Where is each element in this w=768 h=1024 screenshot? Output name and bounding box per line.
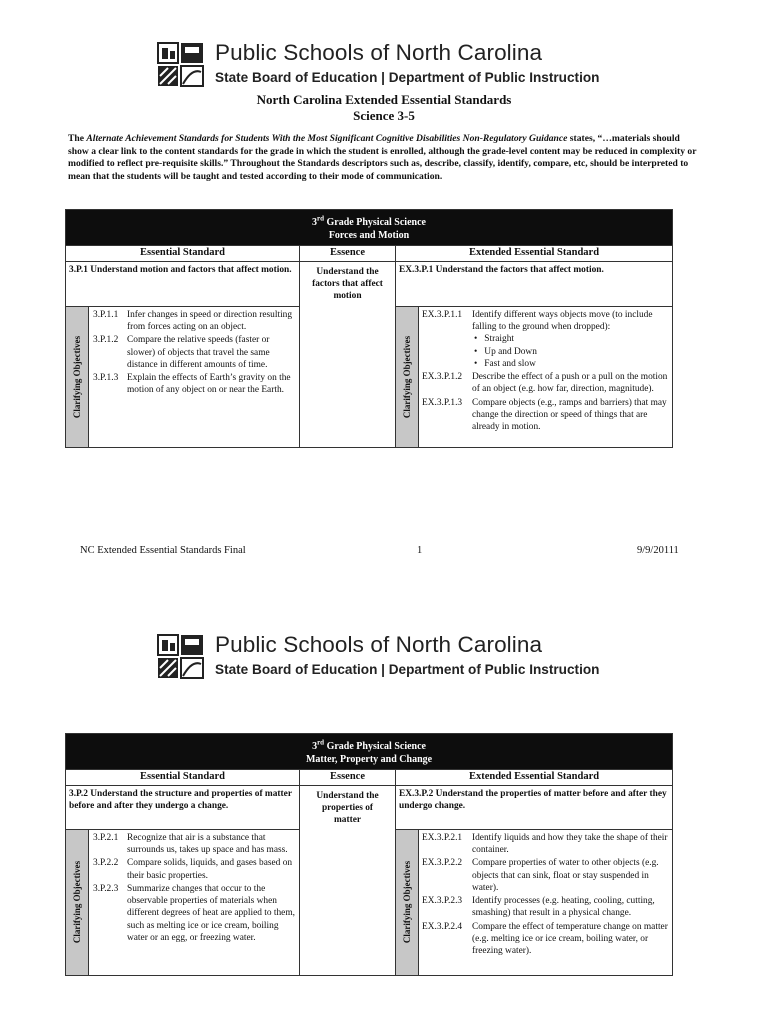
guidance-title: Alternate Achievement Standards for Students With the Most Significant Cognitive Disabilities Non-Regulatory Guidance [86,133,568,144]
essential-standard-header: Essential Standard [66,246,300,261]
intro-quote: “…materials should show a clear link to the content standards for the grade in which the student is enrolled, although the grade-level content may be reduced in complexity or modified to reflect pre-requisite skills.” [68,133,697,169]
extended-standard-header: Extended Essential Standard [396,770,673,785]
intro-paragraph [68,133,703,183]
bullet-item: • Up and Down [474,346,669,358]
table-banner [66,210,673,246]
objective-item: 3.P.2.3 Summarize changes that occur to the observable properties of materials when different degrees of heat are applied to them, such as melting ice or ice cream, boiling water or an egg, or freezing water. [93,883,295,943]
table-banner [66,734,673,770]
essential-standard-header: Essential Standard [66,770,300,785]
standards-table-forces-motion [65,209,673,448]
strand-heading: Forces and Motion [328,230,410,242]
objective-item: 3.P.1.2 Compare the relative speeds (faster or slower) of objects that travel the same distance in different amounts of time. [93,335,270,370]
grade-heading: 3rd Grade Physical Science [312,215,426,229]
objective-item: 3.P.1.3 Explain the effects of Earth’s gravity on the motion of any object on or near the Earth. [93,373,291,396]
letterhead [157,40,627,92]
essential-standard-cell: 3.P.2 Understand the structure and properties of matter before and after they undergo a change. [66,785,300,829]
bullet-item: • Fast and slow [474,358,669,370]
essential-standard-cell: 3.P.1 Understand motion and factors that affect motion. [66,261,300,306]
letterhead-title: Public Schools of North Carolina [215,40,543,65]
clarifying-objectives-label: Clarifying Objectives [66,306,89,447]
bullet-item: • Straight [474,333,669,345]
document-title: North Carolina Extended Essential Standards [256,92,512,107]
intro-lead: The [68,133,87,144]
objective-item: 3.P.2.1 Recognize that air is a substance that surrounds us, takes up space and has mass. [93,832,288,855]
clarifying-objectives-label: Clarifying Objectives [396,829,419,975]
extended-objectives-cell [419,829,673,975]
essence-header: Essence [300,246,396,261]
intro-states: states, [567,133,596,144]
extended-standard-cell: EX.3.P.2 Understand the properties of matter before and after they undergo change. [396,785,673,829]
footer-date: 9/9/20111 [637,545,679,556]
grade-heading: 3rd Grade Physical Science [312,739,426,753]
extended-objective-item: EX.3.P.2.1 Identify liquids and how they take the shape of their container. [422,832,668,855]
footer-left: NC Extended Essential Standards Final [80,545,246,556]
clarifying-objectives-cell [89,306,300,447]
column-header-row [66,246,673,261]
clarifying-objectives-label: Clarifying Objectives [66,829,89,975]
objective-item: 3.P.1.1 Infer changes in speed or direction resulting from forces acting on an object. [93,309,293,332]
clarifying-objectives-cell [89,829,300,975]
essence-cell: Understand the properties of matter [300,785,396,975]
intro-rest: Throughout the Standards descriptors such as, describe, classify, identify, compare, etc, should be interpreted to mean that the students will be taught and tested according to their mode of communication. [68,158,689,182]
extended-objective-item: EX.3.P.1.2 Describe the effect of a push or a pull on the motion of an object (e.g. how far, direction, magnitude). [422,372,668,395]
extended-objective-item: EX.3.P.2.3 Identify processes (e.g. heating, cooling, cutting, smashing) that result in a physical change. [422,896,655,919]
standard-row [66,261,673,306]
letterhead-subtitle: State Board of Education | Department of Public Instruction [215,662,600,677]
extended-standard-header: Extended Essential Standard [396,246,673,261]
ncdpi-logo-icon [157,634,205,680]
clarifying-objectives-label: Clarifying Objectives [396,306,419,447]
letterhead-subtitle: State Board of Education | Department of Public Instruction [215,70,600,85]
letterhead-title: Public Schools of North Carolina [215,632,543,657]
document-subject: Science 3-5 [353,108,415,123]
motion-bullet-list [474,333,669,370]
extended-objective-item: EX.3.P.1.1 Identify different ways objects move (to include falling to the ground when dropped): • Straight • Up and Down • Fast and slow [422,309,669,370]
extended-objective-item: EX.3.P.2.4 Compare the effect of temperature change on matter (e.g. melting ice or ice cream, boiling water, or freezing water). [422,921,668,957]
objective-item: 3.P.2.2 Compare solids, liquids, and gases based on their basic properties. [93,858,293,881]
extended-objective-item: EX.3.P.2.2 Compare properties of water to other objects (e.g. objects that can sink, float or stay suspended in water). [422,858,659,893]
footer-page-number: 1 [417,545,423,556]
extended-standard-cell: EX.3.P.1 Understand the factors that affect motion. [396,261,673,306]
column-header-row [66,770,673,785]
extended-objectives-cell [419,306,673,447]
strand-heading: Matter, Property and Change [305,754,433,766]
essence-header: Essence [300,770,396,785]
ncdpi-logo-icon [157,42,205,88]
standard-row [66,785,673,829]
letterhead [157,632,627,684]
essence-cell: Understand the factors that affect motion [300,261,396,447]
standards-table-matter-change [65,733,673,976]
extended-objective-item: EX.3.P.1.3 Compare objects (e.g., ramps and barriers) that may change the direction or speed of things that are already in motion. [422,397,667,433]
